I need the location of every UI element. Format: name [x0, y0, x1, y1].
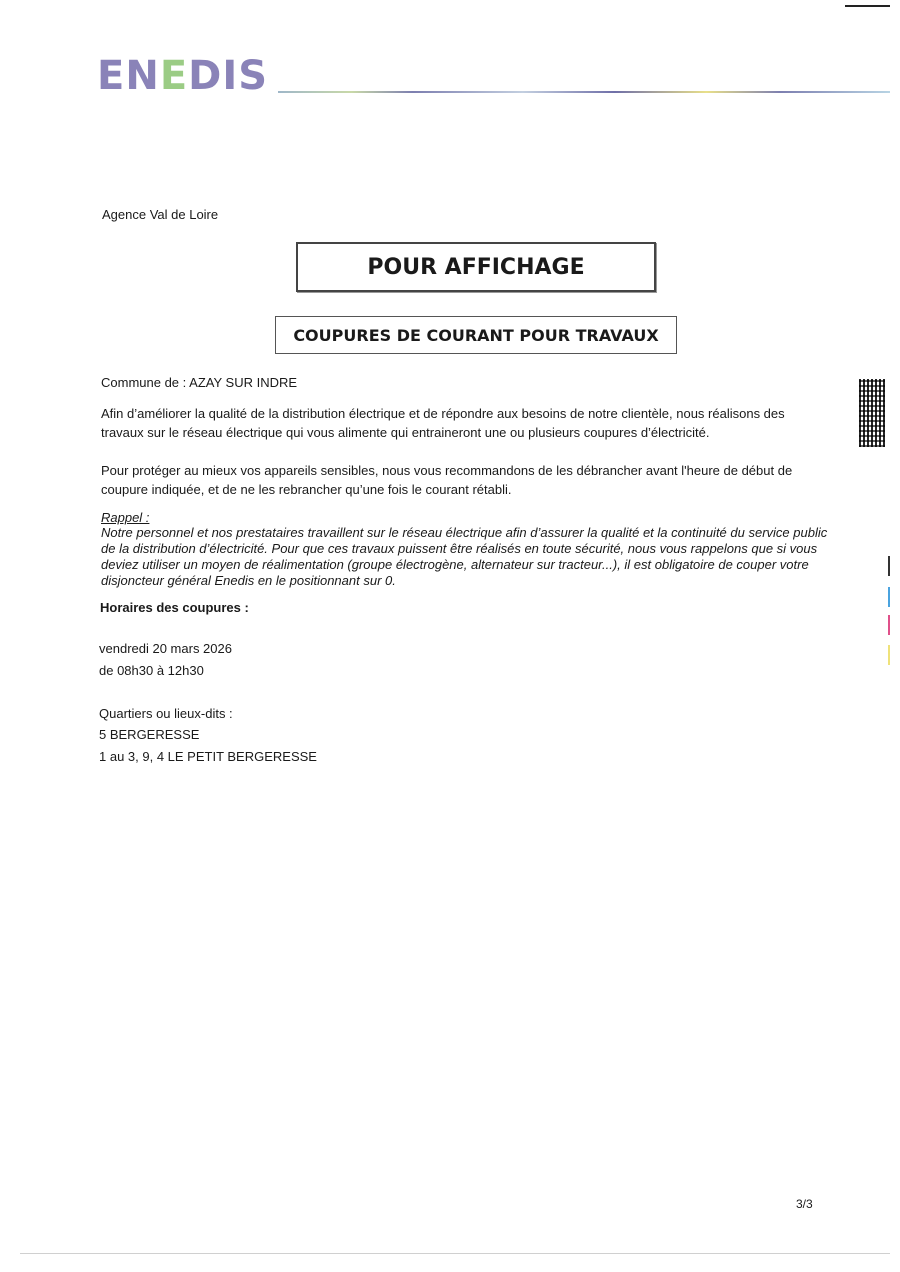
notice-subtitle: COUPURES DE COURANT POUR TRAVAUX [293, 325, 659, 345]
page-number: 3/3 [796, 1197, 813, 1211]
outage-hours: de 08h30 à 12h30 [99, 663, 204, 678]
enedis-logo: ENEDIS [97, 53, 269, 99]
outage-date: vendredi 20 mars 2026 [99, 641, 232, 656]
print-registration-mark [888, 587, 890, 607]
datamatrix-code [859, 379, 885, 447]
scan-edge-line [845, 5, 890, 7]
rappel-text: Notre personnel et nos prestataires travaillent sur le réseau électrique afin d’assurer la qualité et la continuité du service public de la distribution d’électricité. Pour que ces travaux puissent être réalisés en toute sécurité, nous vous rappelons que si vous deviez utiliser un moyen de réalimentation (groupe électrogène, alternateur sur tracteur...), il est obligatoire de couper votre disjoncteur général Enedis en le positionnant sur 0. [101, 525, 828, 588]
print-registration-mark [888, 556, 890, 576]
schedule-heading: Horaires des coupures : [100, 600, 249, 615]
print-registration-mark [888, 645, 890, 665]
location-item: 1 au 3, 9, 4 LE PETIT BERGERESSE [99, 749, 317, 764]
location-item: 5 BERGERESSE [99, 727, 200, 742]
agency-name: Agence Val de Loire [102, 207, 219, 222]
rappel-label: Rappel : [101, 510, 150, 525]
notice-title: POUR AFFICHAGE [367, 254, 585, 280]
locations-heading: Quartiers ou lieux-dits : [99, 706, 233, 721]
print-registration-mark [888, 615, 890, 635]
intro-paragraph: Afin d’améliorer la qualité de la distribution électrique et de répondre aux besoins de notre clientèle, nous réalisons des travaux sur le réseau électrique qui vous alimente qui entraineront une ou plusieurs coupures d’électricité. [101, 406, 785, 440]
scan-bottom-line [20, 1253, 890, 1254]
commune-line: Commune de : AZAY SUR INDRE [101, 375, 298, 390]
notice-title-box [296, 242, 656, 292]
advice-paragraph: Pour protéger au mieux vos appareils sensibles, nous vous recommandons de les débrancher avant l'heure de début de coupure indiquée, et de ne les rebrancher qu’une fois le courant rétabli. [101, 463, 793, 497]
notice-subtitle-box [275, 316, 677, 354]
header-rule [278, 91, 890, 93]
